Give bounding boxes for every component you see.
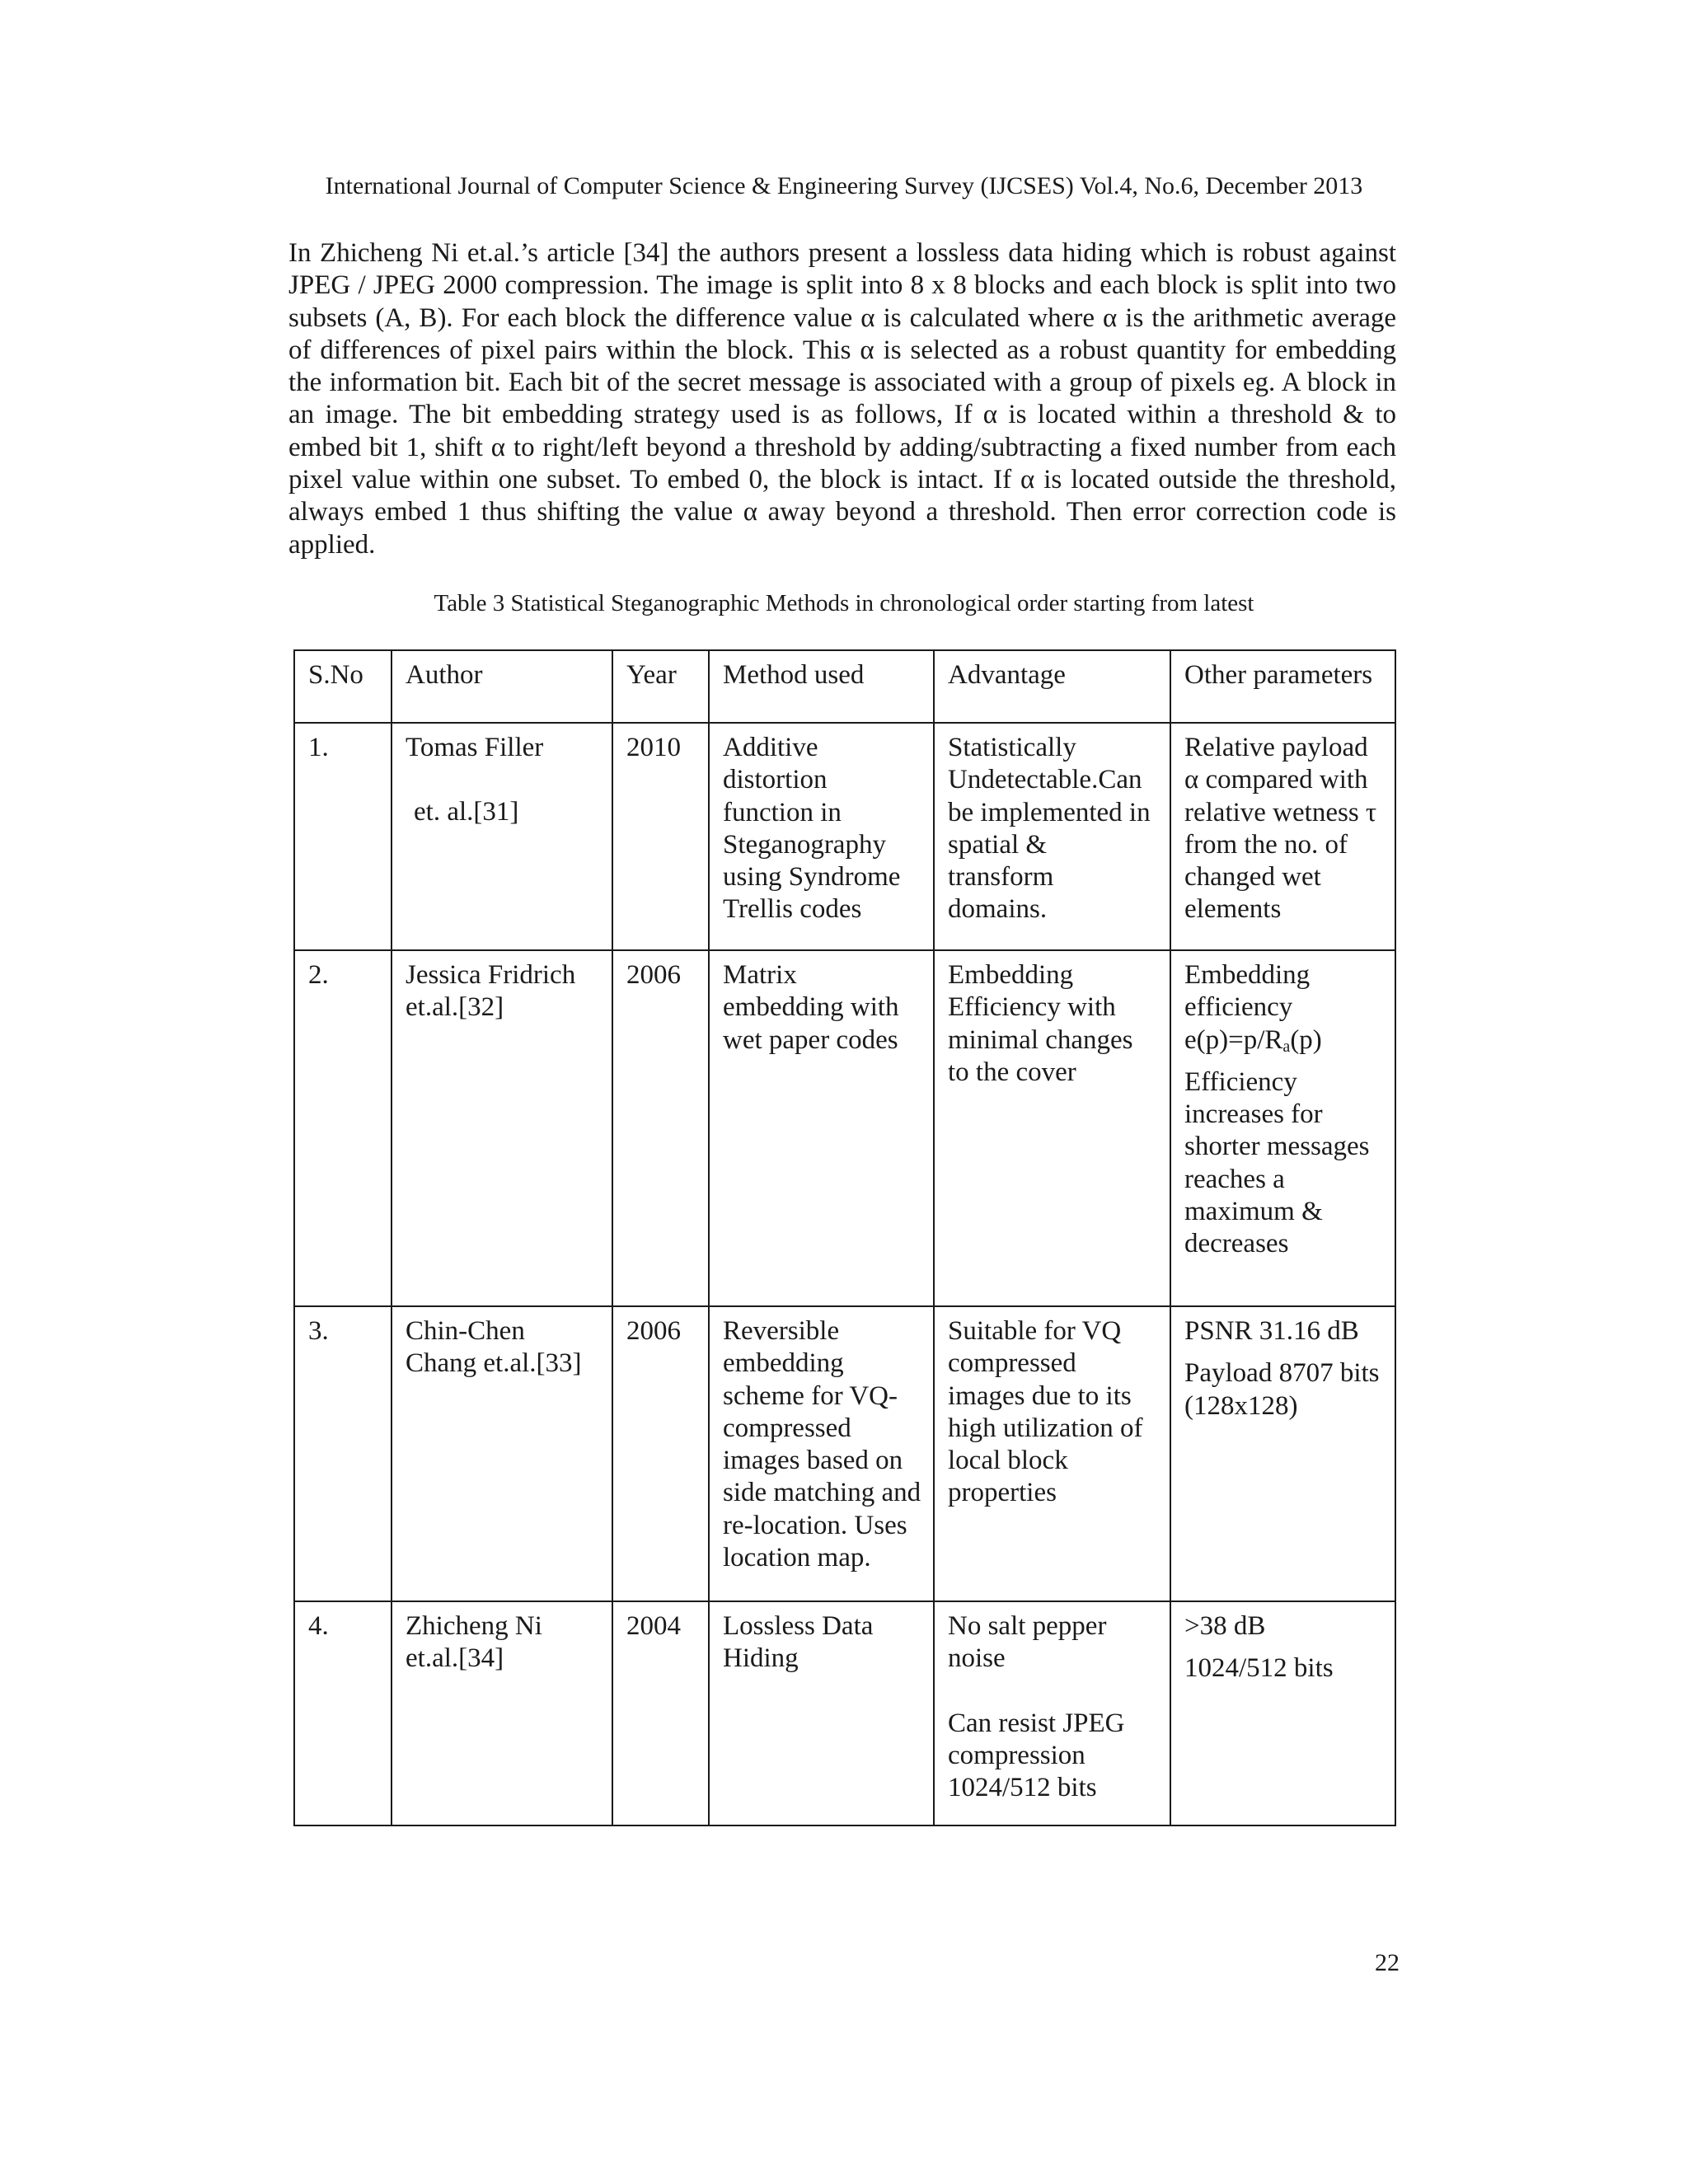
formula-suffix: (p) (1290, 1024, 1322, 1055)
cell-author: Chin-Chen Chang et.al.[33] (392, 1306, 612, 1601)
cell-method: Additive distortion function in Steganography using Syndrome Trellis codes (709, 723, 934, 950)
cell-other (1170, 950, 1395, 1306)
formula-subscript: a (1282, 1037, 1291, 1056)
efficiency-formula (1184, 1024, 1383, 1057)
table-row (294, 950, 1395, 1306)
cell-method: Reversible embedding scheme for VQ-compressed images based on side matching and re-location. Uses location map. (709, 1306, 934, 1601)
formula-prefix: e(p)=p/R (1184, 1024, 1283, 1055)
cell-year: 2006 (612, 1306, 709, 1601)
cell-method: Matrix embedding with wet paper codes (709, 950, 934, 1306)
table-row (294, 1601, 1395, 1825)
psnr-value: PSNR 31.16 dB (1184, 1316, 1359, 1346)
payload-value: Payload 8707 bits (1184, 1358, 1380, 1389)
image-size: (128x128) (1184, 1390, 1298, 1421)
cell-other: Relative payload α compared with relative wetness τ from the no. of changed wet elements (1170, 723, 1395, 950)
methods-table (293, 649, 1396, 1826)
cell-advantage: Embedding Efficiency with minimal changes to the cover (934, 950, 1170, 1306)
cell-year: 2010 (612, 723, 709, 950)
cell-sno: 2. (294, 950, 392, 1306)
header-author: Author (392, 650, 612, 723)
cell-year: 2004 (612, 1601, 709, 1825)
advantage-note: Can resist JPEG compression 1024/512 bits (948, 1708, 1125, 1803)
other-note: Efficiency increases for shorter messages reaches a maximum & decreases (1184, 1066, 1370, 1259)
cell-other (1170, 1601, 1395, 1825)
author-name: Tomas Filler (406, 733, 544, 762)
header-year: Year (612, 650, 709, 723)
cell-sno: 4. (294, 1601, 392, 1825)
header-sno: S.No (294, 650, 392, 723)
body-paragraph: In Zhicheng Ni et.al.’s article [34] the authors present a lossless data hiding which is robust against JPEG / JPEG 2000 compression. The image is split into 8 x 8 blocks and each block is split into two subsets (A, B). For each block the difference value α is calculated where α is the arithmetic average of differences of pixel pairs within the block. This α is selected as a robust quantity for embedding the information bit. Each bit of the secret message is associated with a group of pixels eg. A block in an image. The bit embedding strategy used is as follows, If α is located within a threshold & to embed bit 1, shift α to right/left beyond a threshold by adding/subtracting a fixed number from each pixel value within one subset. To embed 0, the block is intact. If α is located outside the threshold, always embed 1 thus shifting the value α away beyond a threshold. Then error correction code is applied. (288, 238, 1396, 560)
table-caption: Table 3 Statistical Steganographic Methods in chronological order starting from latest (434, 590, 1254, 616)
cell-other (1170, 1306, 1395, 1601)
header-other: Other parameters (1170, 650, 1395, 723)
payload-value: 1024/512 bits (1184, 1653, 1334, 1684)
cell-method: Lossless Data Hiding (709, 1601, 934, 1825)
psnr-value: >38 dB (1184, 1611, 1266, 1641)
header-advantage: Advantage (934, 650, 1170, 723)
table-header-row (294, 650, 1395, 723)
running-header: International Journal of Computer Science & Engineering Survey (IJCSES) Vol.4, No.6, December 2013 (325, 172, 1363, 199)
cell-advantage (934, 1601, 1170, 1825)
advantage-note: No salt pepper noise (948, 1611, 1107, 1674)
cell-advantage: Suitable for VQ compressed images due to its high utilization of local block properties (934, 1306, 1170, 1601)
cell-advantage: Statistically Undetectable.Can be implemented in spatial & transform domains. (934, 723, 1170, 950)
author-citation: et. al.[31] (414, 797, 519, 827)
table-row (294, 1306, 1395, 1601)
page-number: 22 (1375, 1949, 1400, 1976)
cell-author: Zhicheng Ni et.al.[34] (392, 1601, 612, 1825)
header-method: Method used (709, 650, 934, 723)
cell-sno: 1. (294, 723, 392, 950)
other-label: Embedding efficiency (1184, 960, 1311, 1023)
cell-sno: 3. (294, 1306, 392, 1601)
table-row (294, 723, 1395, 950)
cell-author: Jessica Fridrich et.al.[32] (392, 950, 612, 1306)
cell-author (392, 723, 612, 950)
cell-year: 2006 (612, 950, 709, 1306)
